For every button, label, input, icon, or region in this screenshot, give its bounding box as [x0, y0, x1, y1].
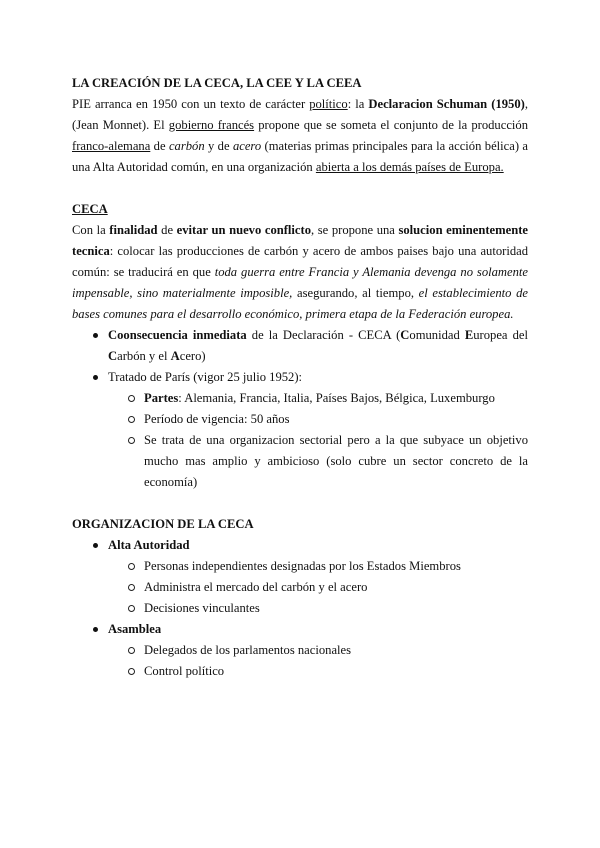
list-item [72, 388, 528, 409]
text-run: Decisiones vinculantes [144, 601, 260, 615]
underlined-text: franco-alemana [72, 139, 151, 153]
underlined-text: abierta a los demás países de Europa. [315, 160, 504, 174]
text-run: de la Declaración - CECA ( [246, 328, 401, 342]
underlined-text: gobierno francés [168, 118, 255, 132]
bullet-circle-icon [126, 640, 136, 661]
italic-text: acero [232, 139, 262, 153]
list-item [72, 661, 528, 682]
bold-text: A [170, 349, 180, 363]
text-run: arbón y el [117, 349, 171, 363]
list-item [72, 367, 528, 493]
bold-text: Coonsecuencia inmediata [108, 328, 247, 342]
list-item [72, 640, 528, 661]
text-run: , se propone una [311, 223, 399, 237]
bold-text: C [108, 349, 118, 363]
ceca-paragraph [72, 220, 528, 325]
bold-text: finalidad [109, 223, 158, 237]
bullet-circle-icon [126, 409, 136, 430]
ceca-bullet-list [72, 325, 528, 493]
list-item [72, 430, 528, 493]
section-title-creacion: LA CREACIÓN DE LA CECA, LA CEE Y LA CEEA [72, 76, 362, 90]
bullet-circle-icon [126, 556, 136, 577]
bullet-dot-icon [90, 619, 100, 640]
bullet-circle-icon [126, 388, 136, 409]
list-item [72, 619, 528, 682]
text-run: Con la [72, 223, 110, 237]
tratado-sublist [72, 388, 528, 493]
italic-text: toda guerra entre Francia y Alemania devenga no solamente impensable, sino materialmente imposible, [72, 265, 528, 300]
bold-text: Declaracion Schuman (1950) [368, 97, 525, 111]
text-run: Delegados de los parlamentos nacionales [144, 643, 352, 657]
text-run: uropea del [473, 328, 528, 342]
intro-paragraph [72, 94, 528, 178]
bold-text: C [400, 328, 410, 342]
asamblea-sublist [72, 640, 528, 682]
text-run: asegurando, al tiempo, [292, 286, 419, 300]
text-run: : la [347, 97, 369, 111]
text-run: de [150, 139, 169, 153]
text-run: propone que se someta el conjunto de la producción [254, 118, 528, 132]
list-item [72, 325, 528, 367]
text-run: Personas independientes designadas por los Estados Miembros [144, 559, 461, 573]
list-item [72, 577, 528, 598]
list-item [72, 556, 528, 577]
text-run: : Alemania, Francia, Italia, Países Bajos, Bélgica, Luxemburgo [178, 391, 495, 405]
text-run: Tratado de París (vigor 25 julio 1952): [108, 370, 303, 384]
text-run: Período de vigencia: 50 años [144, 412, 290, 426]
list-item [72, 598, 528, 619]
bullet-dot-icon [90, 325, 100, 346]
bullet-circle-icon [126, 598, 136, 619]
bullet-dot-icon [90, 535, 100, 556]
text-run: , (Jean Monnet). El [72, 97, 528, 132]
org-bullet-list [72, 535, 528, 682]
underlined-text: político [309, 97, 348, 111]
text-run: Control político [144, 664, 225, 678]
text-run: PIE arranca en 1950 con un texto de carácter [72, 97, 310, 111]
text-run: Administra el mercado del carbón y el acero [144, 580, 368, 594]
bullet-dot-icon [90, 367, 100, 388]
bullet-circle-icon [126, 661, 136, 682]
section-title-ceca: CECA [72, 202, 108, 216]
bold-text: Partes [144, 391, 179, 405]
italic-text: el establecimiento de bases comunes para el desarrollo económico, primera etapa de la Federación europea. [72, 286, 528, 321]
text-run: Se trata de una organizacion sectorial pero a la que subyace un objetivo mucho mas amplio y ambicioso (solo cubre un sector concreto de la economía) [144, 433, 528, 489]
text-run: de [157, 223, 177, 237]
text-run: cero) [179, 349, 206, 363]
section-title-organizacion: ORGANIZACION DE LA CECA [72, 517, 254, 531]
text-run: (materias primas principales para la acción bélica) a una Alta Autoridad común, en una organización [72, 139, 528, 174]
bullet-circle-icon [126, 430, 136, 451]
bold-text: evitar un nuevo conflicto [176, 223, 312, 237]
bold-text: Asamblea [108, 622, 162, 636]
document-content [72, 73, 528, 682]
italic-text: carbón [168, 139, 205, 153]
text-run: : colocar las producciones de carbón y acero de ambos paises bajo una autoridad común: se traducirá en que [72, 244, 528, 279]
text-run: omunidad [409, 328, 465, 342]
bullet-circle-icon [126, 577, 136, 598]
bold-text: Alta Autoridad [108, 538, 190, 552]
alta-autoridad-sublist [72, 556, 528, 619]
bold-text: E [464, 328, 474, 342]
bold-text: solucion eminentemente tecnica [72, 223, 528, 258]
text-run: y de [204, 139, 233, 153]
list-item [72, 535, 528, 619]
list-item [72, 409, 528, 430]
